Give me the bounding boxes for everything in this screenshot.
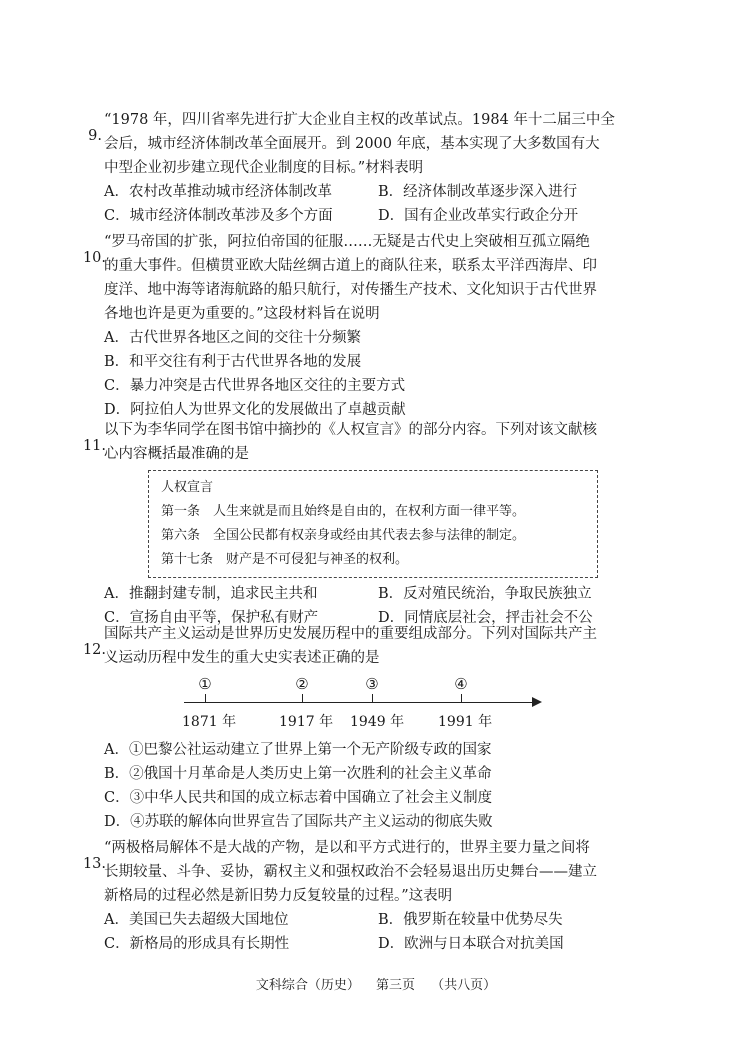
timeline-mark: ②: [295, 675, 309, 693]
question-number: 12.: [82, 642, 106, 658]
question-10: [82, 230, 652, 422]
option-d[interactable]: D．欧洲与日本联合对抗美国: [378, 936, 564, 952]
excerpt-line: 第六条 全国公民都有权亲身或经由其代表去参与法律的制定。: [161, 528, 526, 543]
timeline-year: 1871 年: [182, 714, 237, 730]
excerpt-box: [148, 470, 598, 578]
option-c[interactable]: C．③中华人民共和国的成立标志着中国确立了社会主义制度: [104, 790, 493, 806]
option-a[interactable]: A．推翻封建专制，追求民主共和: [104, 586, 318, 602]
options-row: [104, 204, 652, 228]
option-d[interactable]: D．国有企业改革实行政企分开: [378, 208, 579, 224]
question-text-line: 以下为李华同学在图书馆中摘抄的《人权宣言》的部分内容。下列对该文献核: [104, 422, 597, 438]
option-a[interactable]: A．农村改革推动城市经济体制改革: [104, 184, 332, 200]
question-text-line: 中型企业初步建立现代企业制度的目标。”材料表明: [104, 160, 424, 176]
option-d[interactable]: D．④苏联的解体向世界宣告了国际共产主义运动的彻底失败: [104, 814, 493, 830]
options-row: [104, 180, 652, 204]
question-text-line: 心内容概括最准确的是: [104, 446, 249, 462]
excerpt-title: 人权宣言: [161, 480, 214, 495]
question-number: 11.: [82, 438, 106, 454]
timeline-mark: ④: [454, 675, 468, 693]
timeline-mark: ③: [365, 675, 379, 693]
question-text-line: 的重大事件。但横贯亚欧大陆丝绸古道上的商队往来，联系太平洋西海岸、印: [104, 258, 597, 274]
question-text-line: 新格局的过程必然是新旧势力反复较量的过程。”这表明: [104, 888, 453, 904]
question-number: 9.: [88, 128, 102, 144]
options-row: [104, 932, 652, 956]
question-text-line: “两极格局解体不是大战的产物，是以和平方式进行的，世界主要力量之间将: [104, 840, 590, 856]
option-a[interactable]: A．①巴黎公社运动建立了世界上第一个无产阶级专政的国家: [104, 742, 492, 758]
timeline-year: 1949 年: [350, 714, 405, 730]
timeline-mark: ①: [198, 675, 212, 693]
option-b[interactable]: B．②俄国十月革命是人类历史上第一次胜利的社会主义革命: [104, 766, 492, 782]
option-c[interactable]: C．宣扬自由平等，保护私有财产: [104, 610, 319, 626]
excerpt-line: 第十七条 财产是不可侵犯与神圣的权利。: [161, 552, 409, 567]
question-text-line: 义运动历程中发生的重大史实表述正确的是: [104, 650, 380, 666]
option-c[interactable]: C．新格局的形成具有长期性: [104, 936, 290, 952]
option-d[interactable]: D．阿拉伯人为世界文化的发展做出了卓越贡献: [104, 402, 406, 418]
option-b[interactable]: B．经济体制改革逐步深入进行: [378, 184, 578, 200]
question-text-line: 各地也许是更为重要的。”这段材料旨在说明: [104, 306, 380, 322]
timeline-axis: [184, 702, 534, 703]
question-13: [82, 836, 652, 956]
options-row: [104, 582, 652, 606]
question-number: 13.: [82, 856, 106, 872]
footer-subject: 文科综合（历史）: [255, 978, 360, 993]
timeline-year: 1991 年: [438, 714, 493, 730]
question-text-line: 长期较量、斗争、妥协，霸权主义和强权政治不会轻易退出历史舞台——建立: [104, 864, 597, 880]
option-b[interactable]: B．和平交往有利于古代世界各地的发展: [104, 354, 362, 370]
option-b[interactable]: B．反对殖民统治，争取民族独立: [378, 586, 592, 602]
option-c[interactable]: C．城市经济体制改革涉及多个方面: [104, 208, 333, 224]
option-d[interactable]: D．同情底层社会，抨击社会不公: [378, 610, 593, 626]
question-text-line: “罗马帝国的扩张，阿拉伯帝国的征服……无疑是古代史上突破相互孤立隔绝: [104, 234, 590, 250]
question-text-line: “1978 年，四川省率先进行扩大企业自主权的改革试点。1984 年十二届三中全: [104, 112, 615, 128]
question-12: [82, 622, 652, 834]
page-footer: [0, 974, 752, 993]
option-a[interactable]: A．美国已失去超级大国地位: [104, 912, 289, 928]
option-c[interactable]: C．暴力冲突是古代世界各地区交往的主要方式: [104, 378, 406, 394]
footer-total: （共八页）: [431, 978, 497, 993]
question-text-line: 度洋、地中海等诸海航路的船只航行，对传播生产技术、文化知识于古代世界: [104, 282, 597, 298]
excerpt-line: 第一条 人生来就是而且始终是自由的，在权利方面一律平等。: [161, 504, 526, 519]
timeline-year: 1917 年: [279, 714, 334, 730]
options-row: [104, 908, 652, 932]
question-9: [88, 108, 652, 228]
question-number: 10.: [82, 250, 106, 266]
timeline-arrow-icon: [532, 697, 542, 707]
question-11: [82, 418, 652, 630]
footer-page: 第三页: [375, 978, 415, 993]
question-text-line: 国际共产主义运动是世界历史发展历程中的重要组成部分。下列对国际共产主: [104, 626, 597, 642]
option-a[interactable]: A．古代世界各地区之间的交往十分频繁: [104, 330, 361, 346]
timeline: [104, 672, 652, 734]
question-text-line: 会后，城市经济体制改革全面展开。到 2000 年底，基本实现了大多数国有大: [104, 136, 600, 152]
option-b[interactable]: B．俄罗斯在较量中优势尽失: [378, 912, 563, 928]
